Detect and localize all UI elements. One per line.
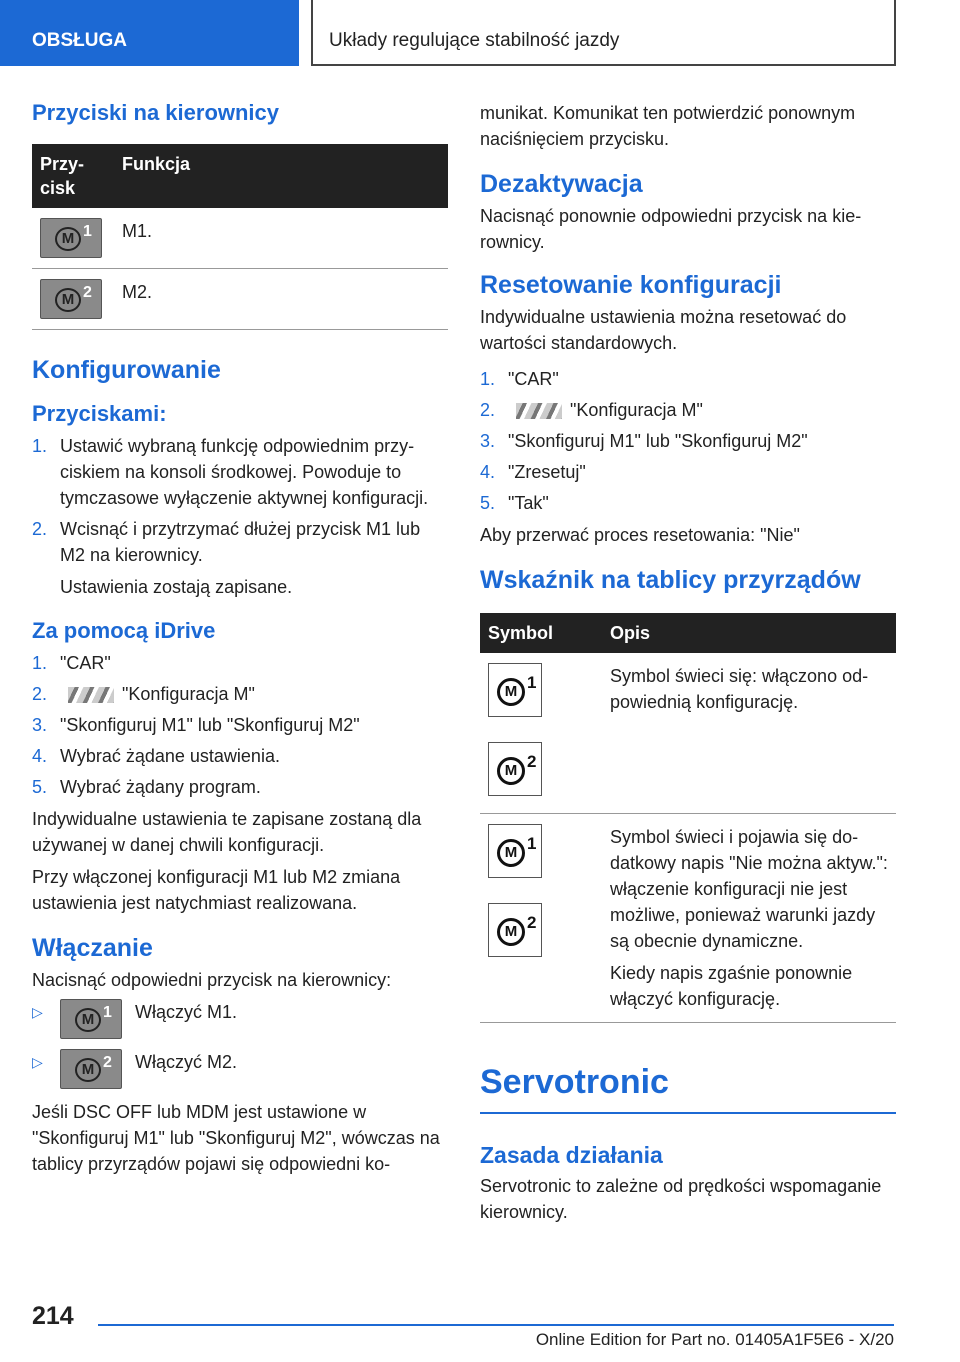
steps-buttons-list [32,433,448,600]
m-stripes-icon [68,687,114,703]
enable-list [32,999,448,1089]
col-header-function: Funkcja [114,144,448,208]
step-note: Ustawienia zostają zapisane. [60,577,293,597]
m-stripes-icon [516,403,562,419]
list-item: 5. Wybrać żądany program. [32,777,261,797]
paragraph: Jeśli DSC OFF lub MDM jest ustawione w "Skonfiguruj M1" lub "Skonfiguruj M2", wówczas na tablicy przyrządów pojawi się odpowiedni ko- [32,1102,440,1174]
buttons-table [32,144,448,330]
paragraph: Servotronic to zależne od prędkości wspomaganie kierownicy. [480,1176,882,1222]
table-row [32,269,448,330]
heading-reset: Resetowanie konfiguracji [480,271,782,299]
steps-idrive-list [32,650,448,800]
col-header-description: Opis [602,613,896,653]
heading-principle: Zasada działania [480,1142,663,1168]
paragraph: munikat. Komunikat ten potwierdzić ponownym naciśnięciem przycisku. [480,103,856,149]
section-tab: OBSŁUGA [0,0,299,66]
list-item: 4. "Zresetuj" [480,462,586,482]
table-row [480,814,896,1023]
paragraph: Aby przerwać proces resetowania: "Nie" [480,525,800,545]
heading-idrive: Za pomocą iDrive [32,618,216,643]
paragraph: Nacisnąć ponownie odpowiedni przycisk na kierownicy. [480,206,862,252]
symbol-description: Symbol świeci i pojawia się dodatkowy napis "Nie można aktyw.": włączenie konfiguracji nie jest możliwe, ponieważ warunki jazdy są obecnie dynamiczne. Kiedy napis zgaśnie ponownie włączyć konfigurację. [602,814,896,1023]
table-row [32,208,448,269]
list-item: ▷ M 1 Włączyć M1. [32,999,448,1039]
function-m1: M1. [114,208,448,269]
paragraph: Nacisnąć odpowiedni przycisk na kierownicy: [32,970,392,990]
list-item: 2. Wcisnąć i przytrzymać dłużej przycisk M1 lub M2 na kierownicy. Ustawienia zostają zapisane. [32,516,448,600]
footer-edition: Online Edition for Part no. 01405A1F5E6 - X/20 [98,1324,894,1350]
m2-button-icon: M 2 [60,1049,122,1089]
chapter-title: Układy regulujące stabilność jazdy [311,0,896,66]
list-item: ▷ M 2 Włączyć M2. [32,1049,448,1089]
right-column [480,100,896,1231]
steps-reset-list [480,366,896,516]
m2-indicator-icon: M 2 [488,903,542,957]
symbol-table [480,613,896,1023]
table-row [480,653,896,814]
page-number: 214 [32,1302,74,1330]
heading-deactivation: Dezaktywacja [480,170,643,198]
left-column [32,100,448,1183]
m1-indicator-icon: M 1 [488,824,542,878]
heading-servotronic: Servotronic [480,1063,896,1114]
m1-indicator-icon: M 1 [488,663,542,717]
list-item: 2. "Konfiguracja M" [480,400,703,420]
paragraph: Przy włączonej konfiguracji M1 lub M2 zmiana ustawienia jest natychmiast realizowana. [32,867,401,913]
paragraph: Indywidualne ustawienia można resetować do wartości standardowych. [480,307,847,353]
list-item: 3. "Skonfiguruj M1" lub "Skonfiguruj M2" [480,431,808,451]
heading-with-buttons: Przyciskami: [32,401,167,426]
page-header [0,0,960,66]
list-item: 2. "Konfiguracja M" [32,684,255,704]
m1-button-icon: M 1 [60,999,122,1039]
list-item: 5. "Tak" [480,493,549,513]
symbol-description: Symbol świeci się: włączono odpowiednią konfigurację. [602,653,896,814]
m2-indicator-icon: M 2 [488,742,542,796]
list-item: 1. Ustawić wybraną funkcję odpowiednim przyciskiem na konsoli środkowej. Powoduje to tymczasowe wyłączenie aktywnej konfiguracji. [32,436,429,508]
heading-buttons: Przyciski na kierownicy [32,100,280,125]
paragraph: Indywidualne ustawienia te zapisane zostaną dla używanej w danej chwili konfiguracji. [32,809,422,855]
heading-config: Konfigurowanie [32,356,221,384]
m2-button-icon: M 2 [40,279,102,319]
heading-enable: Włączanie [32,934,153,962]
list-item: 1. "CAR" [480,369,559,389]
function-m2: M2. [114,269,448,330]
list-item: 3. "Skonfiguruj M1" lub "Skonfiguruj M2" [32,715,360,735]
col-header-symbol: Symbol [480,613,602,653]
list-item: 1. "CAR" [32,653,111,673]
m1-button-icon: M 1 [40,218,102,258]
heading-indicator: Wskaźnik na tablicy przyrządów [480,566,861,594]
list-item: 4. Wybrać żądane ustawienia. [32,746,280,766]
col-header-button: Przy- cisk [32,144,114,208]
